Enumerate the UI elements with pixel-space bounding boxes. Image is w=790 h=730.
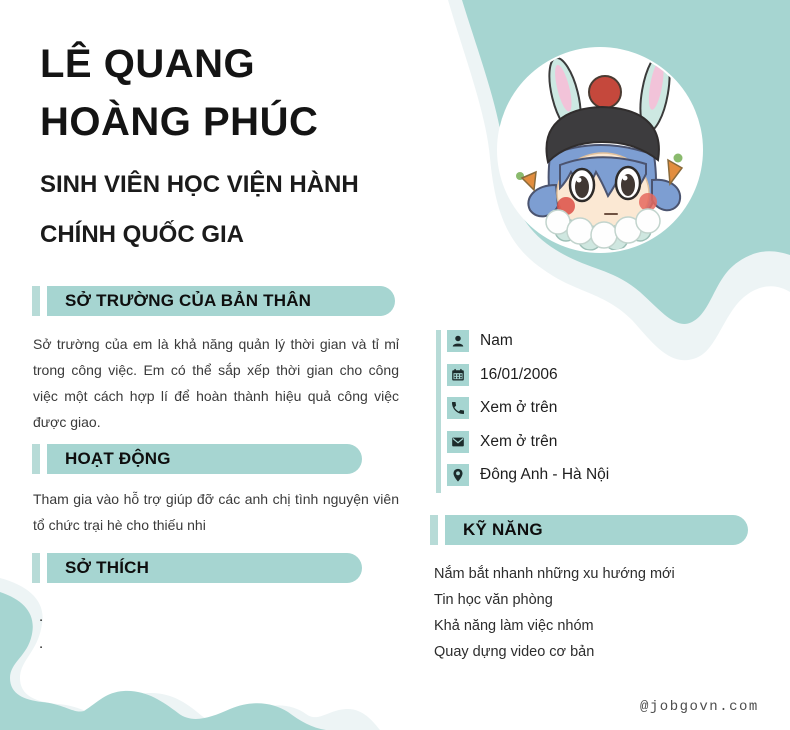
hobby-item: . — [39, 635, 44, 652]
skill-item: Quay dựng video cơ bản — [434, 644, 595, 660]
section-accent-bar — [32, 553, 40, 583]
info-row-birthday — [447, 364, 609, 386]
section-title: HOẠT ĐỘNG — [47, 444, 362, 474]
hat-pom — [589, 76, 621, 108]
section-title: SỞ TRƯỜNG CỦA BẢN THÂN — [47, 286, 395, 316]
info-value: Xem ở trên — [480, 399, 558, 416]
info-row-email — [447, 431, 609, 453]
personal-info-list — [436, 330, 609, 493]
subtitle-line-1: SINH VIÊN HỌC VIỆN HÀNH — [40, 171, 359, 198]
info-value: Đông Anh - Hà Nội — [480, 466, 610, 483]
section-header-activities — [32, 444, 362, 474]
bottom-wave — [0, 592, 326, 730]
section-accent-bar — [32, 444, 40, 474]
name-line-1: LÊ QUANG — [40, 42, 256, 86]
watermark: @jobgovn.com — [640, 699, 759, 715]
skill-item: Khả năng làm việc nhóm — [434, 618, 594, 634]
user-icon — [447, 330, 469, 352]
info-value: Xem ở trên — [480, 432, 558, 450]
location-icon — [447, 464, 469, 486]
skill-item: Tin học văn phòng — [434, 592, 553, 608]
section-accent-bar — [430, 515, 438, 545]
info-row-address — [447, 464, 609, 486]
hobby-item: . — [39, 608, 44, 625]
info-value: 16/01/2006 — [480, 365, 558, 383]
activities-paragraph: Tham gia vào hỗ trợ giúp đỡ các anh chị tình nguyện viên tổ chức trại hè cho thiếu nhi — [33, 491, 399, 533]
section-header-hobbies — [32, 553, 362, 583]
info-row-phone — [447, 397, 609, 419]
section-header-strengths — [32, 286, 395, 316]
name-line-2: HOÀNG PHÚC — [40, 100, 319, 144]
phone-icon — [447, 397, 469, 419]
mail-icon — [447, 431, 469, 453]
section-title: KỸ NĂNG — [445, 515, 748, 545]
section-accent-bar — [32, 286, 40, 316]
calendar-icon — [447, 364, 469, 386]
info-value: Nam — [480, 332, 513, 349]
hobbies-list — [39, 603, 43, 657]
section-title: SỞ THÍCH — [47, 553, 362, 583]
skills-list — [434, 561, 675, 665]
section-header-skills — [430, 515, 748, 545]
strengths-paragraph: Sở trường của em là khả năng quản lý thời gian và tỉ mỉ trong công việc. Em có thể sắp xếp thời gian cho công việc một cách hợp lí để hoàn thành hiệu quả công việc được giao. — [33, 336, 399, 430]
info-row-gender — [447, 330, 609, 352]
skill-item: Nắm bắt nhanh những xu hướng mới — [434, 566, 675, 582]
info-accent-rail — [436, 330, 441, 493]
subtitle-line-2: CHÍNH QUỐC GIA — [40, 221, 244, 248]
profile-photo — [497, 47, 703, 253]
